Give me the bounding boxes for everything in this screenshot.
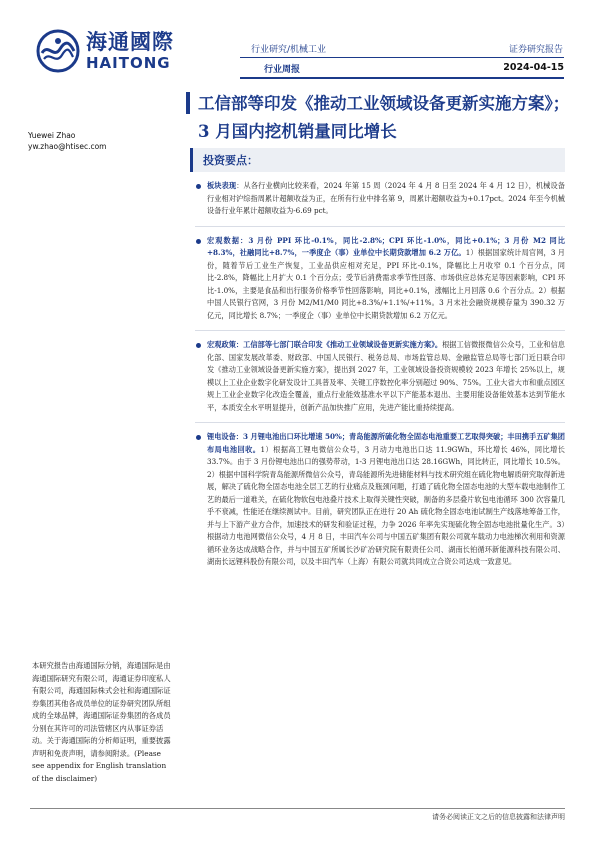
paragraph-divider — [195, 422, 565, 423]
header-divider — [240, 57, 564, 58]
report-label: 证券研究报告 — [508, 45, 563, 55]
haitong-emblem-icon — [36, 29, 80, 73]
title-accent-bar — [186, 92, 190, 114]
report-title: 工信部等印发《推动工业领域设备更新实施方案》；3 月国内挖机销量同比增长 — [198, 94, 570, 141]
author-block — [28, 130, 168, 152]
paragraph-divider — [195, 330, 565, 331]
paragraph-lead: 宏观数据：3 月份 PPI 环比-0.1%，同比-2.8%；CPI 环比-1.0%，同比+0.1%；3 月份 M2 同比+8.3%，社融同比+8.7%，一季度企（事）业单位中长期贷款增加 6.2 万亿。 — [207, 235, 565, 257]
report-type: 行业周报 — [264, 65, 301, 75]
paragraph-macro-policy — [195, 339, 565, 414]
paragraph-divider — [195, 226, 565, 227]
bullet-icon — [196, 239, 201, 244]
haitong-logo — [36, 28, 186, 74]
bullet-icon — [196, 435, 201, 440]
logo-chinese-name: 海通國際 — [86, 30, 174, 54]
paragraph-lead: 锂电设备：3 月锂电池出口环比增速 50%；青岛能源所硫化物全固态电池重要工艺取得突破；丰田携手五矿集团布局电池回收。 — [207, 432, 565, 454]
paragraph-text: 1）根据国家统计局官网，3 月份，随着节后工业生产恢复，工业品供应相对充足，PPI 环比-0.1%，降幅比上月收窄 0.1 个百分点，同比-2.8%，降幅比上月扩大 0.1 个百分点；受节后消费需求季节性回落、市场供应总体充足等因素影响，CPI 环比-1.0%，主要是食品和出行服务价格季节性回落影响，同比+0.1%，涨幅比上月回落 0.6 个百分点。2）根据中国人民银行官网，3 月份 M2/M1/M0 同比+8.3%/+1.1%/+11%。3 月末社会融资规模存量为 390.32 万亿元，同比增长 8.7%；一季度企（事）业单位中长期贷款增加 6.2 万亿元。 — [207, 248, 565, 320]
logo-english-name: HAITONG — [86, 54, 171, 72]
paragraph-text: 1）根据高工锂电微信公众号，3 月动力电池出口达 11.9GWh，环比增长 46%，同比增长 33.7%。由于 3 月份锂电池出口的强势带动，1-3 月锂电池出口达 28.16GWh，同比转正，同比增长 10.5%。2）根据中国科学院青岛能源所微信公众号，青岛能源所先进储能材料与技术研究组在硫化物电解质研究取得新进展，解决了硫化物全固态电池全层工艺的行业痛点及瓶颈问题，打通了硫化物全固态电池的大型车载电池制作工艺的最后一道难关，在硫化物软包电池叠片技术上取得关键性突破，制备的多层叠片软包电池循环 300 次容量几乎不衰减，性能还在继续测试中。目前，研究团队正在进行 20 Ah 硫化物全固态电池试制生产线落地筹备工作，并与上下游产业方合作，加速技术的研发和验证过程，力争 2026 年率先实现硫化物全固态电池批量化生产。3）根据动力电池网微信公众号，4 月 8 日，丰田汽车公司与中国五矿集团有限公司就车载动力电池梯次利用和资源循环业务达成战略合作，并与中国五矿所属长沙矿冶研究院有限责任公司、湖南长铂循环新能源科技有限公司、湖南长远锂科股份有限公司，以及丰田汽车（上海）有限公司就共同成立合资公司达成一致意见。 — [207, 444, 565, 566]
paragraph-lead: 宏观政策：工信部等七部门联合印发《推动工业领域设备更新实施方案》。 — [207, 340, 443, 349]
paragraph-macro-data — [195, 235, 565, 323]
key-points-title: 投资要点： — [203, 154, 258, 167]
report-category: 行业研究/机械工业 — [251, 45, 327, 55]
bullet-icon — [196, 343, 201, 348]
disclaimer: 本研究报告由海通国际分销，海通国际是由海通国际研究有限公司，海通证券印度私人有限公司，海通国际株式会社和海通国际证券集团其他各成员单位的证券研究团队所组成的全球品牌，海通国际证券集团的各成员分别在其许可的司法管辖区内从事证券活动。关于海通国际的分析师证明，重要披露声明和免责声明，请参阅附录。(Please see appendix for English translation of the disclaimer) — [32, 661, 171, 783]
author-email[interactable]: yw.zhao@htisec.com — [28, 142, 107, 151]
bullet-icon — [196, 184, 201, 189]
report-date: 2024-04-15 — [503, 62, 564, 73]
paragraph-text: ：从各行业横向比较来看，2024 年第 15 周（2024 年 4 月 8 日至 2024 年 4 月 12 日），机械设备行业相对沪综指周累计超额收益为正，在所有行业中排名第 9，周累计超额收益为+0.17pct。2024 年至今机械设备行业年累计超额收益为-6.69 pct。 — [207, 181, 565, 215]
footer-note: 请务必阅读正文之后的信息披露和法律声明 — [432, 813, 565, 821]
paragraph-lithium-equipment — [195, 431, 565, 569]
footer-divider — [30, 808, 565, 809]
key-points-body — [195, 180, 565, 577]
paragraph-text: 根据工信微报微信公众号，工业和信息化部、国家发展改革委、财政部、中国人民银行、税务总局、市场监管总局、金融监管总局等七部门近日联合印发《推动工业领域设备更新实施方案》，提出到 2027 年，工业领域设备投资规模较 2023 年增长 25%以上，规模以上工业企业数字化研发设计工具普及率、关键工序数控化率分别超过 90%、75%。工业大省大市和重点园区规上工业企业数字化改造全覆盖，重点行业能效基准水平以下产能基本退出、主要用能设备能效基本达到节能水平，本质安全水平明显提升，创新产品加快推广应用，先进产能比重持续提高。 — [207, 340, 565, 412]
author-name: Yuewei Zhao — [28, 131, 76, 140]
paragraph-lead: 板块表现 — [207, 181, 237, 190]
paragraph-sector-performance — [195, 180, 565, 218]
header-divider-thick — [240, 77, 564, 79]
